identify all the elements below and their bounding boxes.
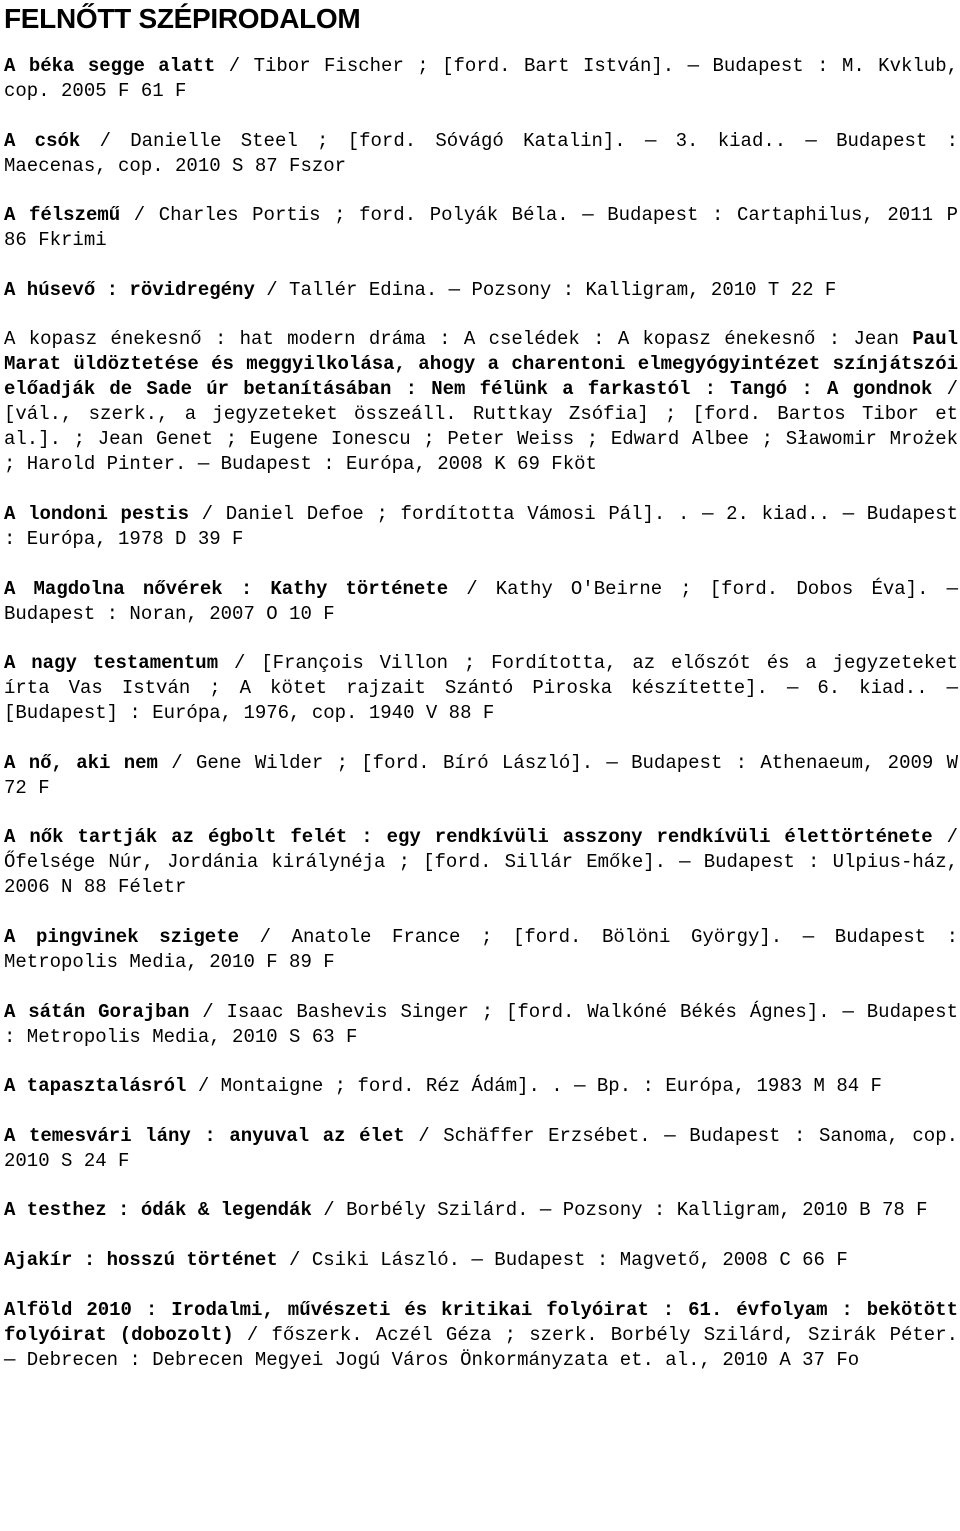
catalog-entry	[4, 825, 958, 900]
entry-details: / főszerk. Aczél Géza ; szerk. Borbély Szilárd, Szirák Péter. — Debrecen : Debrecen Megyei Jogú Város Önkormányzata et. al., 2010 A 37 Fo	[4, 1323, 958, 1371]
catalog-entry	[4, 751, 958, 801]
catalog-entry	[4, 1124, 958, 1174]
catalog-entry	[4, 651, 958, 726]
catalog-entry	[4, 203, 958, 253]
catalog-entry	[4, 1000, 958, 1050]
entry-details: / Kathy O'Beirne ; [ford. Dobos Éva]. — Budapest : Noran, 2007 O 10 F	[4, 577, 959, 625]
entry-list	[4, 54, 958, 1373]
entry-title: A sátán Gorajban	[4, 1000, 190, 1023]
catalog-entry	[4, 278, 958, 303]
entry-prefix: A kopasz énekesnő : hat modern dráma : A cselédek : A kopasz énekesnő : Jean	[4, 328, 913, 351]
entry-title: A Magdolna nővérek : Kathy története	[4, 577, 449, 600]
catalog-entry	[4, 327, 958, 477]
entry-details: / [François Villon ; Fordította, az előszót és a jegyzeteket írta Vas István ; A kötet rajzait Szántó Piroska készítette]. — 6. kiad.. — [Budapest] : Európa, 1976, cop. 1940 V 88 F	[4, 652, 958, 725]
entry-details: / Charles Portis ; ford. Polyák Béla. — Budapest : Cartaphilus, 2011 P 86 Fkrimi	[4, 204, 958, 252]
entry-details: / Isaac Bashevis Singer ; [ford. Walkóné Békés Ágnes]. — Budapest : Metropolis Media, 2010 S 63 F	[4, 1000, 958, 1048]
entry-details: / Tibor Fischer ; [ford. Bart István]. — Budapest : M. Kvklub, cop. 2005 F 61 F	[4, 55, 958, 102]
entry-title: Paul Marat üldöztetése és meggyilkolása, ahogy a charentoni elmegyógyintézet színjátszói előadják de Sade úr betanításában : Nem félünk a farkastól : Tangó : A gondnok	[4, 328, 958, 401]
entry-details: / Tallér Edina. — Pozsony : Kalligram, 2010 T 22 F	[254, 278, 837, 301]
catalog-entry	[4, 1298, 958, 1373]
entry-title: A csók	[4, 129, 81, 152]
entry-details: / Danielle Steel ; [ford. Sóvágó Katalin]. — 3. kiad.. — Budapest : Maecenas, cop. 2010 S 87 Fszor	[4, 129, 958, 177]
entry-title: A nő, aki nem	[4, 751, 158, 774]
entry-title: Alföld 2010 : Irodalmi, művészeti és kritikai folyóirat : 61. évfolyam : bekötött folyóirat (dobozolt)	[4, 1298, 958, 1346]
entry-title: Ajakír : hosszú történet	[4, 1248, 278, 1271]
catalog-entry	[4, 1248, 958, 1273]
entry-details: / Gene Wilder ; [ford. Bíró László]. — Budapest : Athenaeum, 2009 W 72 F	[4, 751, 958, 799]
entry-title: A nagy testamentum	[4, 652, 219, 675]
entry-details: / [vál., szerk., a jegyzeteket összeáll. Ruttkay Zsófia] ; [ford. Bartos Tibor et al.]. ; Jean Genet ; Eugene Ionescu ; Peter Weiss ; Edward Albee ; Sławomir Mrożek ; Harold Pinter. — Budapest : Európa, 2008 K 69 Fköt	[4, 378, 958, 476]
catalog-entry	[4, 925, 958, 975]
entry-details: / Őfelsége Núr, Jordánia királynéja ; [ford. Sillár Emőke]. — Budapest : Ulpius-ház, 2006 N 88 Féletr	[4, 826, 958, 899]
entry-title: A temesvári lány : anyuval az élet	[4, 1124, 405, 1147]
entry-details: / Borbély Szilárd. — Pozsony : Kalligram, 2010 B 78 F	[311, 1199, 928, 1222]
entry-details: / Montaigne ; ford. Réz Ádám]. . — Bp. : Európa, 1983 M 84 F	[186, 1075, 882, 1098]
entry-title: A pingvinek szigete	[4, 925, 240, 948]
catalog-entry	[4, 1198, 958, 1223]
catalog-entry	[4, 577, 958, 627]
entry-title: A tapasztalásról	[4, 1075, 187, 1098]
page-title: FELNŐTT SZÉPIRODALOM	[4, 3, 361, 34]
entry-title: A béka segge alatt	[4, 55, 216, 77]
entry-title: A nők tartják az égbolt felét : egy rendkívüli asszony rendkívüli élettörténete	[4, 826, 933, 849]
entry-title: A londoni pestis	[4, 502, 189, 525]
catalog-entry	[4, 1074, 958, 1099]
entry-details: / Schäffer Erzsébet. — Budapest : Sanoma, cop. 2010 S 24 F	[4, 1124, 958, 1172]
catalog-entry	[4, 54, 958, 104]
catalog-entry	[4, 129, 958, 179]
entry-details: / Anatole France ; [ford. Bölöni György]. — Budapest : Metropolis Media, 2010 F 89 F	[4, 925, 958, 973]
catalog-entry	[4, 502, 958, 552]
entry-title: A testhez : ódák & legendák	[4, 1199, 312, 1222]
entry-details: / Daniel Defoe ; fordította Vámosi Pál]. . — 2. kiad.. — Budapest : Európa, 1978 D 39 F	[4, 502, 958, 550]
entry-title: A félszemű	[4, 204, 121, 227]
catalog-page	[4, 0, 958, 1397]
entry-title: A húsevő : rövidregény	[4, 278, 255, 301]
entry-details: / Csiki László. — Budapest : Magvető, 2008 C 66 F	[277, 1248, 848, 1271]
